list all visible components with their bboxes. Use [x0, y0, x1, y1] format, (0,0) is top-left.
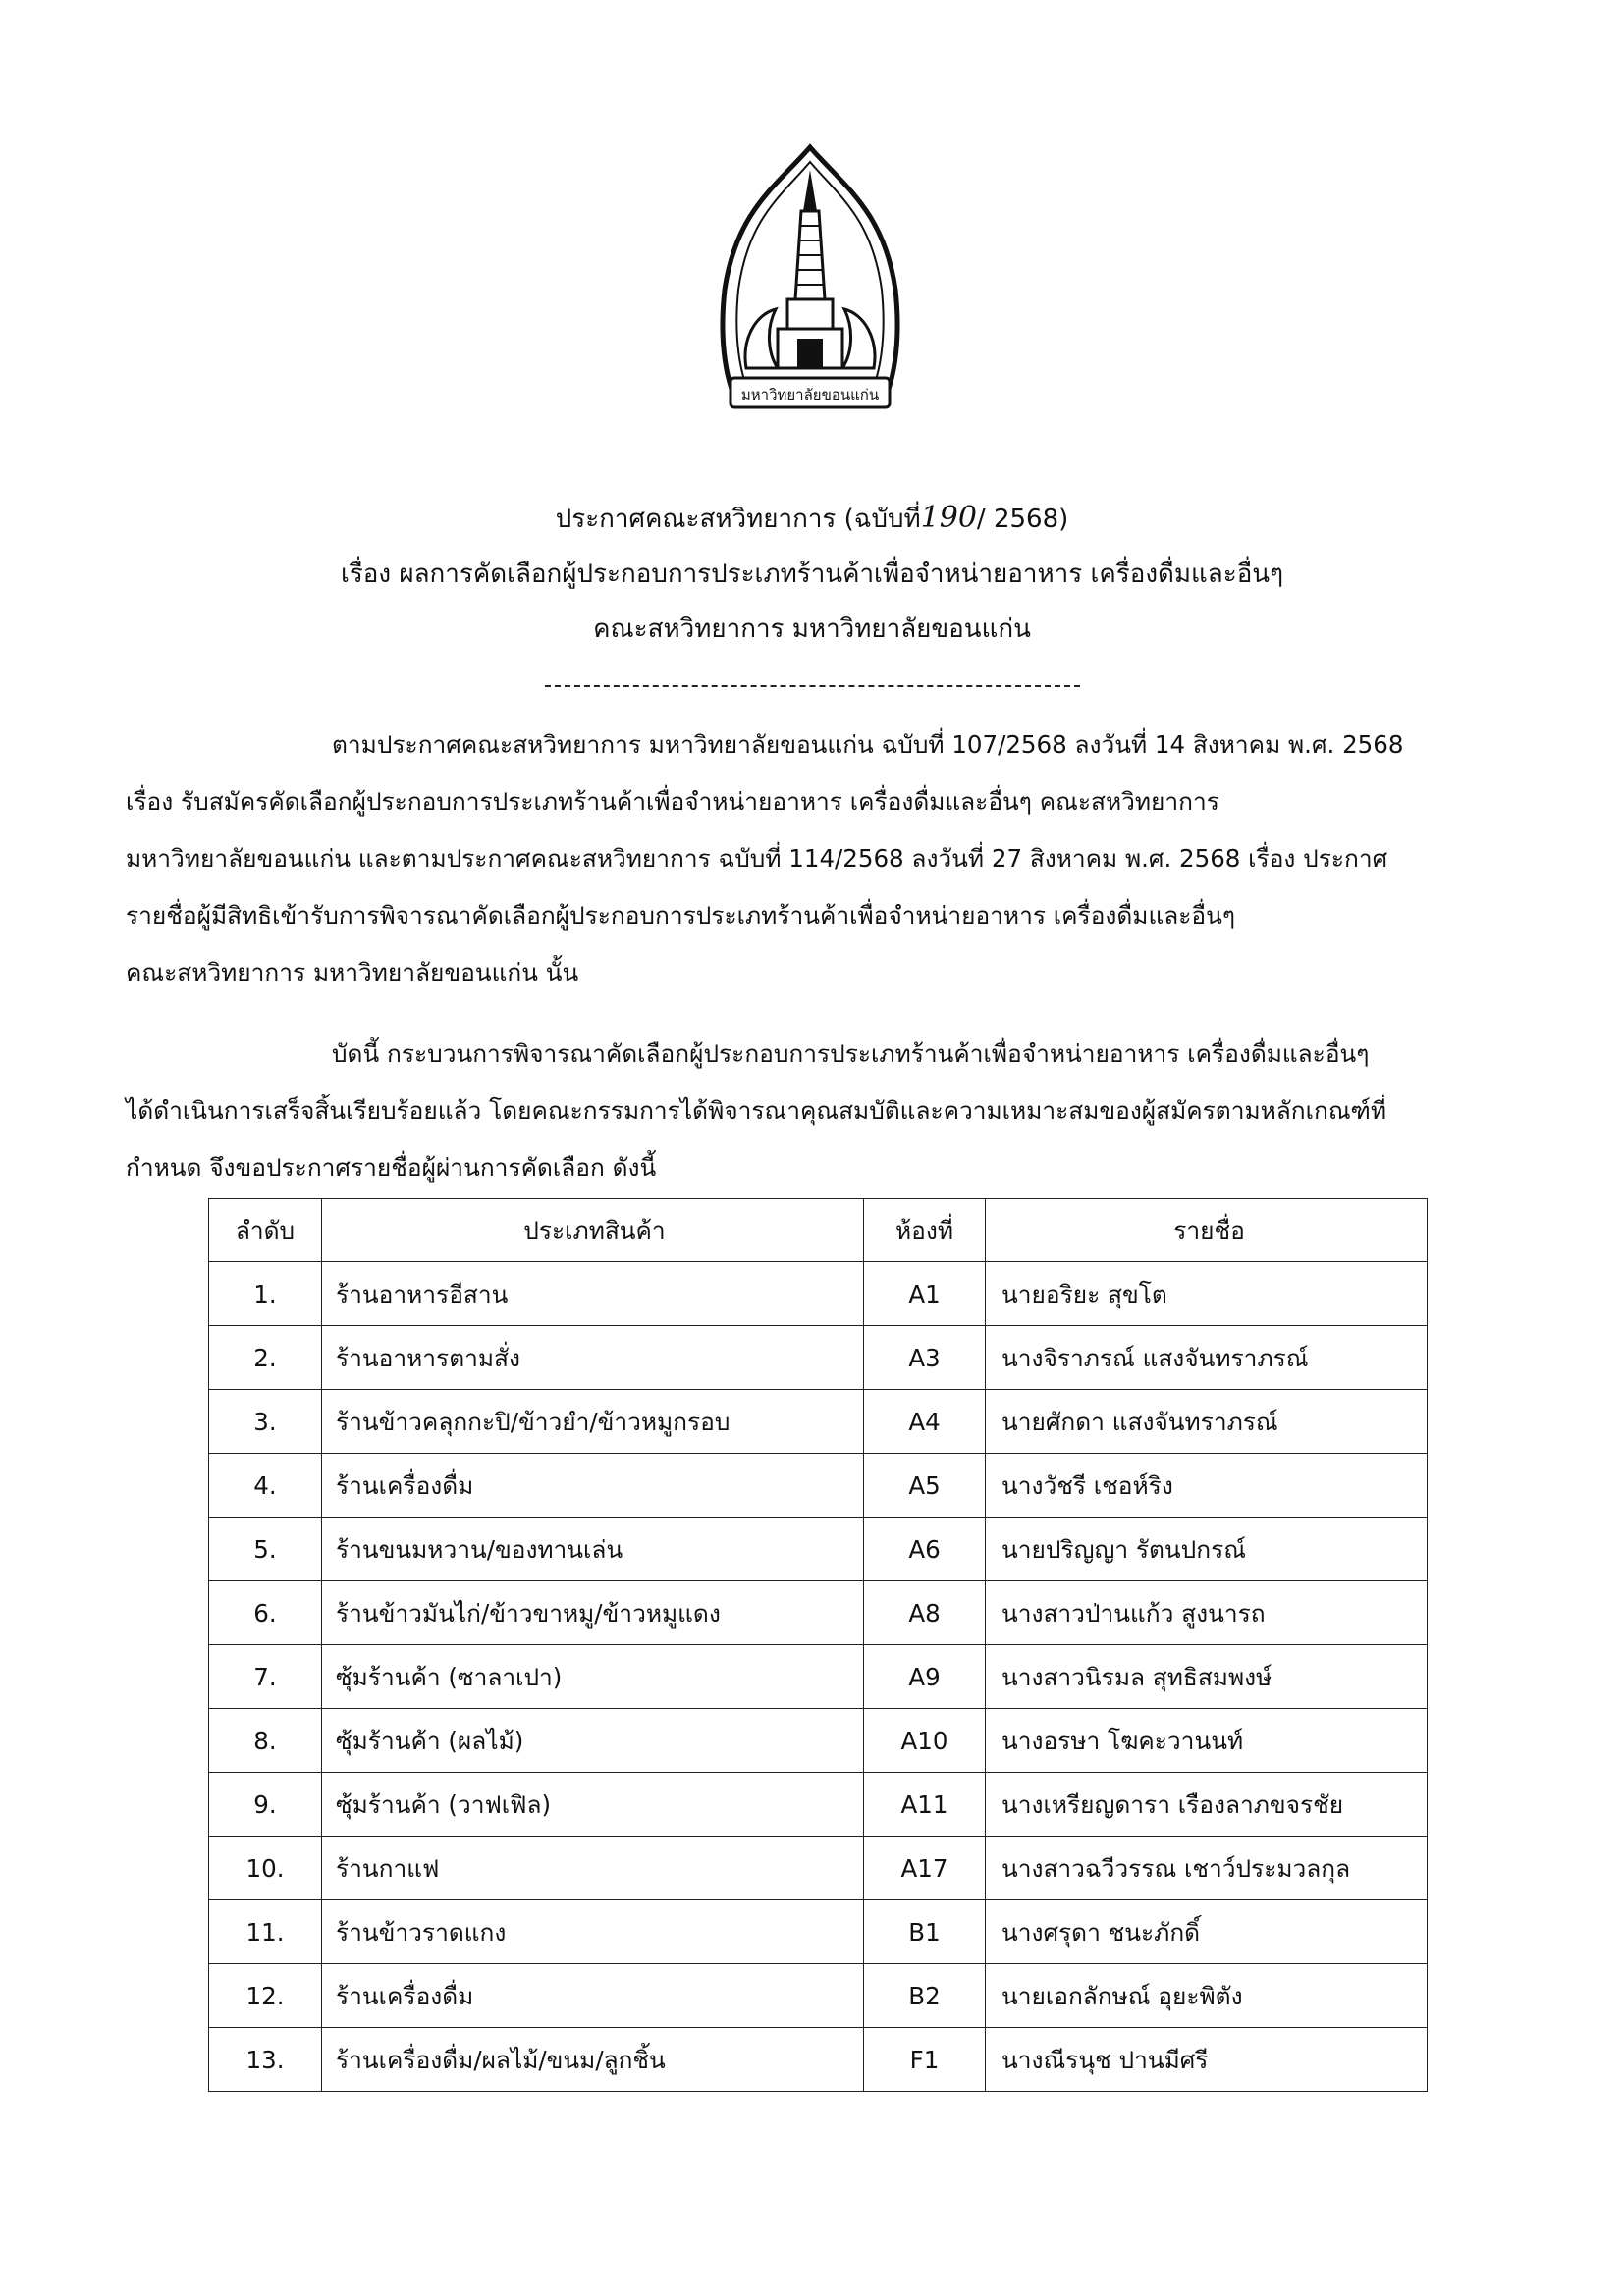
cell-name: นางสาวฉวีวรรณ เชาว์ประมวลกุล [986, 1837, 1428, 1900]
handwritten-number: 190 [920, 501, 977, 535]
cell-room: A3 [864, 1326, 986, 1390]
cell-product-type: ร้านอาหารตามสั่ง [322, 1326, 864, 1390]
cell-product-type: ซุ้มร้านค้า (ซาลาเปา) [322, 1645, 864, 1709]
table-row [209, 1390, 1428, 1454]
cell-room: A4 [864, 1390, 986, 1454]
table-row [209, 1709, 1428, 1773]
header-name: รายชื่อ [986, 1199, 1428, 1262]
cell-order: 2. [209, 1326, 322, 1390]
cell-product-type: ร้านข้าวมันไก่/ข้าวขาหมู/ข้าวหมูแดง [322, 1581, 864, 1645]
header-order: ลำดับ [209, 1199, 322, 1262]
table-row [209, 1454, 1428, 1518]
cell-order: 12. [209, 1964, 322, 2028]
cell-name: นางศรุดา ชนะภักดิ์ [986, 1900, 1428, 1964]
cell-name: นางสาวนิรมล สุทธิสมพงษ์ [986, 1645, 1428, 1709]
cell-order: 11. [209, 1900, 322, 1964]
cell-name: นางณีรนุช ปานมีศรี [986, 2028, 1428, 2092]
paragraph-line: ตามประกาศคณะสหวิทยาการ มหาวิทยาลัยขอนแก่น ฉบับที่ 107/2568 ลงวันที่ 14 สิงหาคม พ.ศ. 2568 [332, 730, 1404, 759]
cell-name: นางอรษา โฆคะวานนท์ [986, 1709, 1428, 1773]
cell-product-type: ร้านเครื่องดื่ม [322, 1454, 864, 1518]
cell-room: B2 [864, 1964, 986, 2028]
table-row [209, 1964, 1428, 2028]
header-product-type: ประเภทสินค้า [322, 1199, 864, 1262]
cell-room: B1 [864, 1900, 986, 1964]
table-row [209, 1326, 1428, 1390]
seal-banner-text: มหาวิทยาลัยขอนแก่น [740, 386, 880, 403]
cell-room: A1 [864, 1262, 986, 1326]
table-row [209, 2028, 1428, 2092]
cell-order: 3. [209, 1390, 322, 1454]
paragraph-result [126, 1026, 1495, 1197]
cell-room: F1 [864, 2028, 986, 2092]
announcement-header [0, 491, 1624, 657]
header-room: ห้องที่ [864, 1199, 986, 1262]
paragraph-reference [126, 717, 1495, 1001]
cell-room: A17 [864, 1837, 986, 1900]
table-row [209, 1645, 1428, 1709]
cell-order: 6. [209, 1581, 322, 1645]
cell-name: นางวัชรี เชอห์ริง [986, 1454, 1428, 1518]
paragraph-line: คณะสหวิทยาการ มหาวิทยาลัยขอนแก่น นั้น [126, 958, 579, 987]
cell-product-type: ร้านกาแฟ [322, 1837, 864, 1900]
cell-room: A6 [864, 1518, 986, 1581]
announcement-title [0, 491, 1624, 547]
cell-room: A11 [864, 1773, 986, 1837]
cell-product-type: ซุ้มร้านค้า (ผลไม้) [322, 1709, 864, 1773]
table-row [209, 1900, 1428, 1964]
table-header-row [209, 1199, 1428, 1262]
cell-order: 13. [209, 2028, 322, 2092]
cell-product-type: ร้านเครื่องดื่ม/ผลไม้/ขนม/ลูกชิ้น [322, 2028, 864, 2092]
paragraph-line: รายชื่อผู้มีสิทธิเข้ารับการพิจารณาคัดเลือกผู้ประกอบการประเภทร้านค้าเพื่อจำหน่ายอาหาร เครื่องดื่มและอื่นๆ [126, 901, 1236, 930]
cell-order: 5. [209, 1518, 322, 1581]
cell-name: นายเอกลักษณ์ อุยะพิตัง [986, 1964, 1428, 2028]
cell-product-type: ร้านขนมหวาน/ของทานเล่น [322, 1518, 864, 1581]
cell-product-type: ร้านเครื่องดื่ม [322, 1964, 864, 2028]
dashed-divider [545, 685, 1080, 687]
announcement-faculty: คณะสหวิทยาการ มหาวิทยาลัยขอนแก่น [593, 614, 1031, 644]
title-suffix: / 2568) [976, 505, 1069, 534]
paragraph-line: ได้ดำเนินการเสร็จสิ้นเรียบร้อยแล้ว โดยคณะกรรมการได้พิจารณาคุณสมบัติและความเหมาะสมของผู้สมัครตามหลักเกณฑ์ที่ [126, 1096, 1387, 1125]
cell-order: 10. [209, 1837, 322, 1900]
table-row [209, 1518, 1428, 1581]
university-seal-logo [717, 142, 903, 437]
table-row [209, 1837, 1428, 1900]
table-body [209, 1262, 1428, 2092]
cell-name: นางจิราภรณ์ แสงจันทราภรณ์ [986, 1326, 1428, 1390]
cell-product-type: ซุ้มร้านค้า (วาฟเฟิล) [322, 1773, 864, 1837]
cell-order: 7. [209, 1645, 322, 1709]
paragraph-line: บัดนี้ กระบวนการพิจารณาคัดเลือกผู้ประกอบการประเภทร้านค้าเพื่อจำหน่ายอาหาร เครื่องดื่มและอื่นๆ [332, 1040, 1370, 1068]
cell-product-type: ร้านอาหารอีสาน [322, 1262, 864, 1326]
cell-product-type: ร้านข้าวราดแกง [322, 1900, 864, 1964]
cell-order: 8. [209, 1709, 322, 1773]
cell-product-type: ร้านข้าวคลุกกะปิ/ข้าวยำ/ข้าวหมูกรอบ [322, 1390, 864, 1454]
cell-name: นางสาวป่านแก้ว สูงนารถ [986, 1581, 1428, 1645]
cell-order: 1. [209, 1262, 322, 1326]
paragraph-line: กำหนด จึงขอประกาศรายชื่อผู้ผ่านการคัดเลือก ดังนี้ [126, 1153, 657, 1182]
table-row [209, 1581, 1428, 1645]
cell-order: 9. [209, 1773, 322, 1837]
cell-name: นายปริญญา รัตนปกรณ์ [986, 1518, 1428, 1581]
table-row [209, 1773, 1428, 1837]
cell-room: A8 [864, 1581, 986, 1645]
paragraph-line: มหาวิทยาลัยขอนแก่น และตามประกาศคณะสหวิทยาการ ฉบับที่ 114/2568 ลงวันที่ 27 สิงหาคม พ.ศ. 2568 เรื่อง ประกาศ [126, 844, 1388, 873]
cell-name: นายอริยะ สุขโต [986, 1262, 1428, 1326]
title-prefix: ประกาศคณะสหวิทยาการ (ฉบับที่ [555, 505, 921, 534]
paragraph-line: เรื่อง รับสมัครคัดเลือกผู้ประกอบการประเภทร้านค้าเพื่อจำหน่ายอาหาร เครื่องดื่มและอื่นๆ คณะสหวิทยาการ [126, 787, 1219, 816]
selected-vendors-table [208, 1198, 1428, 2092]
cell-order: 4. [209, 1454, 322, 1518]
cell-name: นางเหรียญดารา เรืองลาภขจรชัย [986, 1773, 1428, 1837]
cell-name: นายศักดา แสงจันทราภรณ์ [986, 1390, 1428, 1454]
announcement-subject: เรื่อง ผลการคัดเลือกผู้ประกอบการประเภทร้านค้าเพื่อจำหน่ายอาหาร เครื่องดื่มและอื่นๆ [340, 560, 1284, 589]
cell-room: A9 [864, 1645, 986, 1709]
cell-room: A5 [864, 1454, 986, 1518]
table-row [209, 1262, 1428, 1326]
cell-room: A10 [864, 1709, 986, 1773]
